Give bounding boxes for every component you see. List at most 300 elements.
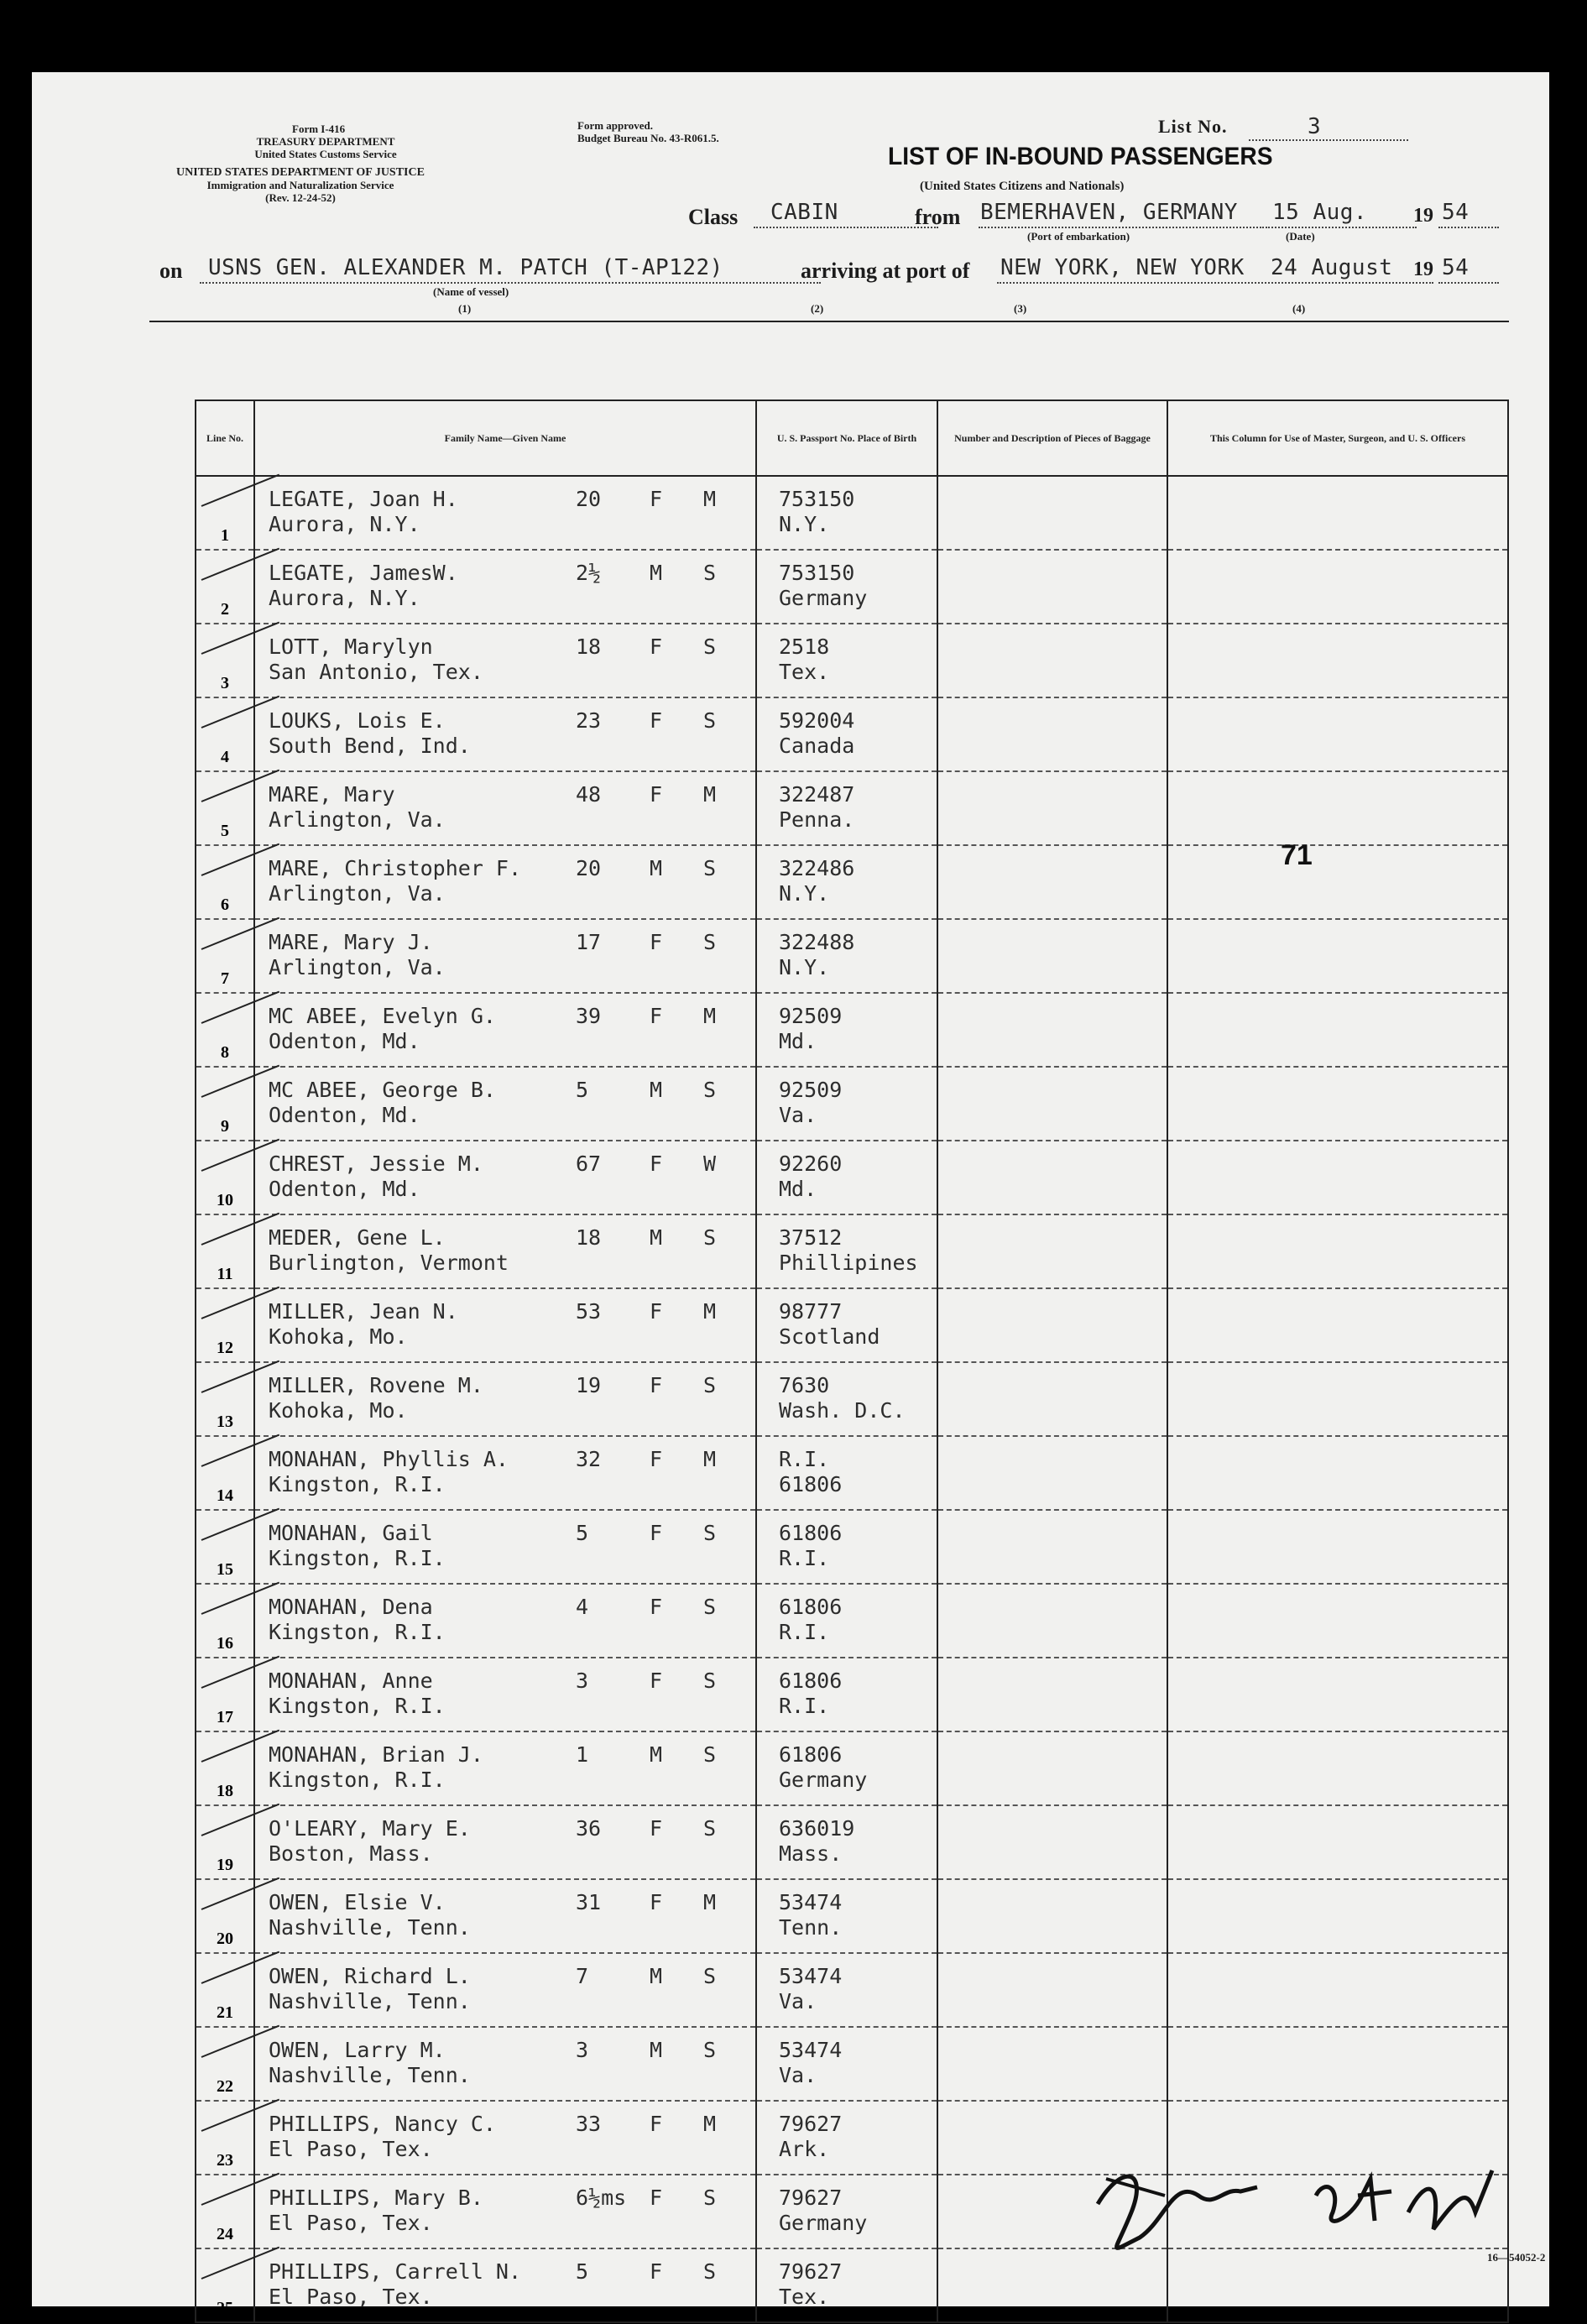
place-of-birth: Germany <box>779 586 868 610</box>
passenger-marital-status: W <box>703 1152 717 1176</box>
header-line-no: Line No. <box>196 400 254 476</box>
line-number-cell <box>196 1879 254 1953</box>
name-cell <box>254 550 756 624</box>
table-row <box>196 1067 1508 1141</box>
passenger-sex: M <box>650 856 663 880</box>
column-number-2: (2) <box>811 302 824 315</box>
line-number: 2 <box>221 600 229 619</box>
line-number: 5 <box>221 822 229 840</box>
passenger-marital-status: S <box>703 856 717 880</box>
place-of-birth: Va. <box>779 1989 817 2013</box>
date-line <box>1266 227 1417 228</box>
line-number: 8 <box>221 1043 229 1062</box>
form-number: Form I-416 <box>292 123 346 135</box>
passenger-sex: F <box>650 487 663 511</box>
place-of-birth: N.Y. <box>779 955 830 979</box>
passport-number: 79627 <box>779 2259 843 2284</box>
name-cell <box>254 1805 756 1879</box>
passenger-age: 5 <box>576 2259 589 2284</box>
passenger-age: 36 <box>576 1816 602 1841</box>
year-suffix: 54 <box>1442 200 1470 225</box>
passport-cell <box>756 2175 937 2248</box>
port-line <box>997 282 1433 284</box>
line-number-cell <box>196 2248 254 2322</box>
officer-use-cell <box>1167 550 1508 624</box>
table-row <box>196 1584 1508 1658</box>
baggage-cell <box>937 1067 1167 1141</box>
from-label: from <box>915 205 961 229</box>
passenger-residence: El Paso, Tex. <box>269 2137 433 2161</box>
passport-cell <box>756 1288 937 1362</box>
vessel-caption: (Name of vessel) <box>433 285 509 298</box>
passenger-table <box>195 400 1509 2323</box>
passenger-marital-status: S <box>703 2038 717 2062</box>
arrival-date: 24 August <box>1271 255 1393 280</box>
year-line <box>1438 227 1499 228</box>
passport-number: 61806 <box>779 1742 843 1767</box>
passport-number: 322488 <box>779 930 855 954</box>
passenger-residence: Kingston, R.I. <box>269 1472 446 1496</box>
line-number-cell <box>196 1658 254 1731</box>
place-of-birth: Canada <box>779 734 855 758</box>
passenger-sex: F <box>650 1521 663 1545</box>
line-number: 6 <box>221 896 229 914</box>
passport-number: 98777 <box>779 1299 843 1324</box>
passenger-marital-status: S <box>703 1742 717 1767</box>
officer-use-cell <box>1167 1731 1508 1805</box>
passport-cell <box>756 1805 937 1879</box>
name-cell <box>254 1879 756 1953</box>
column-number-1: (1) <box>458 302 472 315</box>
passenger-residence: Kingston, R.I. <box>269 1694 446 1718</box>
passenger-name: OWEN, Richard L. <box>269 1964 471 1988</box>
line-number-cell <box>196 476 254 550</box>
passenger-marital-status: S <box>703 2186 717 2210</box>
passenger-sex: M <box>650 561 663 585</box>
line-number-cell <box>196 1510 254 1584</box>
passport-number: 7630 <box>779 1373 830 1397</box>
line-number-cell <box>196 2101 254 2175</box>
name-cell <box>254 1510 756 1584</box>
line-number: 9 <box>221 1117 229 1136</box>
line-number: 13 <box>217 1413 233 1431</box>
line-number: 20 <box>217 1930 233 1948</box>
passport-number: 92509 <box>779 1078 843 1102</box>
passenger-name: MONAHAN, Anne <box>269 1669 433 1693</box>
passenger-name: PHILLIPS, Carrell N. <box>269 2259 522 2284</box>
place-of-birth: Tenn. <box>779 1915 843 1940</box>
table-row <box>196 1510 1508 1584</box>
line-number-cell <box>196 2027 254 2101</box>
justice-block <box>158 166 443 204</box>
passport-cell <box>756 1658 937 1731</box>
line-number: 18 <box>217 1782 233 1800</box>
table-row <box>196 771 1508 845</box>
passenger-marital-status: M <box>703 1299 717 1324</box>
table-row <box>196 919 1508 993</box>
passport-number: 636019 <box>779 1816 855 1841</box>
name-cell <box>254 2248 756 2322</box>
place-of-birth: N.Y. <box>779 881 830 906</box>
passport-cell <box>756 771 937 845</box>
line-number-cell <box>196 993 254 1067</box>
passport-cell <box>756 476 937 550</box>
passport-cell <box>756 993 937 1067</box>
officer-signature <box>1073 2145 1509 2263</box>
passenger-rows <box>196 476 1508 2322</box>
year-prefix: 19 <box>1413 205 1433 227</box>
passenger-age: 67 <box>576 1152 602 1176</box>
officer-use-cell <box>1167 476 1508 550</box>
line-number-cell <box>196 1288 254 1362</box>
passenger-residence: Aurora, N.Y. <box>269 512 420 536</box>
arrival-year-prefix: 19 <box>1413 259 1433 280</box>
passenger-age: 3 <box>576 2038 589 2062</box>
line-number-cell <box>196 771 254 845</box>
name-cell <box>254 1436 756 1510</box>
name-cell <box>254 1362 756 1436</box>
passenger-age: 17 <box>576 930 602 954</box>
line-number: 1 <box>221 526 229 545</box>
passport-number: 592004 <box>779 708 855 733</box>
place-of-birth: R.I. <box>779 1694 830 1718</box>
table-row <box>196 1658 1508 1731</box>
baggage-cell <box>937 1214 1167 1288</box>
passenger-age: 20 <box>576 487 602 511</box>
class-value: CABIN <box>770 200 838 225</box>
passport-number: 2518 <box>779 635 830 659</box>
name-cell <box>254 1731 756 1805</box>
list-no-value: 3 <box>1308 114 1322 139</box>
header-name: Family Name—Given Name <box>254 400 756 476</box>
passenger-sex: F <box>650 782 663 807</box>
passenger-age: 32 <box>576 1447 602 1471</box>
table-row <box>196 1731 1508 1805</box>
header-passport: U. S. Passport No. Place of Birth <box>756 400 937 476</box>
table-row <box>196 697 1508 771</box>
line-number-cell <box>196 697 254 771</box>
passenger-residence: Burlington, Vermont <box>269 1251 509 1275</box>
passenger-age: 33 <box>576 2112 602 2136</box>
form-approved: Form approved. <box>577 119 654 132</box>
passenger-marital-status: S <box>703 561 717 585</box>
baggage-cell <box>937 993 1167 1067</box>
passenger-age: 18 <box>576 635 602 659</box>
passport-number: 322487 <box>779 782 855 807</box>
line-number-cell <box>196 1584 254 1658</box>
name-cell <box>254 1953 756 2027</box>
table-row <box>196 1953 1508 2027</box>
officer-use-cell <box>1167 1510 1508 1584</box>
officer-use-cell <box>1167 1584 1508 1658</box>
passenger-residence: Boston, Mass. <box>269 1841 433 1866</box>
place-of-birth: Md. <box>779 1029 817 1053</box>
passenger-age: 31 <box>576 1890 602 1914</box>
column-number-3: (3) <box>1014 302 1027 315</box>
passenger-residence: Kingston, R.I. <box>269 1546 446 1570</box>
baggage-cell <box>937 1510 1167 1584</box>
baggage-cell <box>937 2027 1167 2101</box>
date-value: 15 Aug. <box>1272 200 1368 225</box>
passenger-age: 53 <box>576 1299 602 1324</box>
name-cell <box>254 697 756 771</box>
table-row <box>196 550 1508 624</box>
baggage-cell <box>937 1288 1167 1362</box>
passenger-sex: M <box>650 1225 663 1250</box>
line-number: 12 <box>217 1339 233 1357</box>
name-cell <box>254 1141 756 1214</box>
passport-cell <box>756 2101 937 2175</box>
name-cell <box>254 1214 756 1288</box>
officer-use-cell <box>1167 1953 1508 2027</box>
date-caption: (Date) <box>1286 230 1315 243</box>
baggage-cell <box>937 1362 1167 1436</box>
place-of-birth: Phillipines <box>779 1251 918 1275</box>
passenger-residence: Nashville, Tenn. <box>269 1915 471 1940</box>
passenger-marital-status: M <box>703 2112 717 2136</box>
line-number: 22 <box>217 2077 233 2096</box>
baggage-cell <box>937 1584 1167 1658</box>
passport-cell <box>756 697 937 771</box>
line-number-cell <box>196 1436 254 1510</box>
place-of-birth: Va. <box>779 2063 817 2087</box>
passport-number: 92509 <box>779 1004 843 1028</box>
passenger-sex: F <box>650 708 663 733</box>
officer-use-cell <box>1167 1879 1508 1953</box>
passport-cell <box>756 2248 937 2322</box>
passenger-name: PHILLIPS, Mary B. <box>269 2186 483 2210</box>
passenger-residence: San Antonio, Tex. <box>269 660 483 684</box>
passenger-residence: Aurora, N.Y. <box>269 586 420 610</box>
passenger-age: 6½ms <box>576 2186 627 2210</box>
baggage-cell <box>937 550 1167 624</box>
line-number-cell <box>196 550 254 624</box>
passenger-name: MONAHAN, Gail <box>269 1521 433 1545</box>
line-number-cell <box>196 2175 254 2248</box>
passport-cell <box>756 2027 937 2101</box>
class-line <box>754 227 938 228</box>
place-of-birth: Wash. D.C. <box>779 1398 906 1423</box>
passenger-residence: Odenton, Md. <box>269 1103 420 1127</box>
table-row <box>196 1805 1508 1879</box>
passport-number: 92260 <box>779 1152 843 1176</box>
place-of-birth: Tex. <box>779 2285 830 2309</box>
passport-number: 61806 <box>779 1521 843 1545</box>
line-number-cell <box>196 845 254 919</box>
line-number: 10 <box>217 1191 233 1209</box>
vessel-name: USNS GEN. ALEXANDER M. PATCH (T-AP122) <box>208 255 723 280</box>
place-of-birth: Ark. <box>779 2137 830 2161</box>
passport-cell <box>756 1879 937 1953</box>
passport-cell <box>756 1731 937 1805</box>
line-number-cell <box>196 1141 254 1214</box>
header-officers: This Column for Use of Master, Surgeon, and U. S. Officers <box>1167 400 1508 476</box>
passenger-marital-status: M <box>703 1004 717 1028</box>
list-no-label: List No. <box>1158 116 1228 137</box>
line-number: 11 <box>217 1265 233 1283</box>
passenger-age: 5 <box>576 1078 589 1102</box>
passenger-marital-status: M <box>703 1447 717 1471</box>
passenger-name: LEGATE, JamesW. <box>269 561 458 585</box>
vessel-line <box>200 282 821 284</box>
passenger-sex: M <box>650 1742 663 1767</box>
line-number-cell <box>196 624 254 697</box>
passenger-marital-status: S <box>703 1225 717 1250</box>
passenger-marital-status: S <box>703 635 717 659</box>
passenger-marital-status: S <box>703 1595 717 1619</box>
passenger-marital-status: S <box>703 1816 717 1841</box>
passenger-marital-status: S <box>703 1521 717 1545</box>
revision: (Rev. 12-24-52) <box>265 191 336 204</box>
passport-cell <box>756 1141 937 1214</box>
from-line <box>979 227 1264 228</box>
baggage-cell <box>937 1805 1167 1879</box>
passenger-marital-status: S <box>703 1669 717 1693</box>
line-number: 19 <box>217 1856 233 1874</box>
passenger-residence: El Paso, Tex. <box>269 2285 433 2309</box>
name-cell <box>254 845 756 919</box>
officer-use-cell <box>1167 1658 1508 1731</box>
place-of-birth: Germany <box>779 1768 868 1792</box>
table-row <box>196 2027 1508 2101</box>
passenger-sex: F <box>650 635 663 659</box>
officer-use-cell <box>1167 1288 1508 1362</box>
budget-block <box>577 119 719 144</box>
passport-number: 322486 <box>779 856 855 880</box>
passenger-marital-status: M <box>703 1890 717 1914</box>
place-of-birth: Mass. <box>779 1841 843 1866</box>
passport-cell <box>756 1214 937 1288</box>
place-of-birth: Md. <box>779 1177 817 1201</box>
passenger-age: 5 <box>576 1521 589 1545</box>
passenger-marital-status: S <box>703 708 717 733</box>
line-number-cell <box>196 1214 254 1288</box>
passenger-sex: F <box>650 1299 663 1324</box>
passport-number: 53474 <box>779 1964 843 1988</box>
passenger-sex: F <box>650 1890 663 1914</box>
name-cell <box>254 1584 756 1658</box>
officer-use-cell <box>1167 624 1508 697</box>
column-number-4: (4) <box>1292 302 1306 315</box>
budget-bureau: Budget Bureau No. 43-R061.5. <box>577 132 719 144</box>
passport-number: 61806 <box>779 1669 843 1693</box>
baggage-cell <box>937 697 1167 771</box>
baggage-cell <box>937 1436 1167 1510</box>
line-number: 21 <box>217 2003 233 2022</box>
baggage-cell <box>937 476 1167 550</box>
line-number: 7 <box>221 969 229 988</box>
place-of-birth: Va. <box>779 1103 817 1127</box>
passenger-residence: El Paso, Tex. <box>269 2211 433 2235</box>
justice-dept: UNITED STATES DEPARTMENT OF JUSTICE <box>176 166 425 179</box>
baggage-cell <box>937 771 1167 845</box>
line-number-cell <box>196 1067 254 1141</box>
passenger-marital-status: S <box>703 1373 717 1397</box>
passenger-age: 19 <box>576 1373 602 1397</box>
line-number: 25 <box>217 2299 233 2317</box>
passenger-residence: Odenton, Md. <box>269 1029 420 1053</box>
passenger-sex: F <box>650 2112 663 2136</box>
passenger-name: MARE, Mary J. <box>269 930 433 954</box>
name-cell <box>254 624 756 697</box>
line-number: 23 <box>217 2151 233 2170</box>
line-number: 15 <box>217 1560 233 1579</box>
passenger-age: 3 <box>576 1669 589 1693</box>
treasury-dept: TREASURY DEPARTMENT <box>256 135 395 148</box>
header-baggage: Number and Description of Pieces of Baggage <box>937 400 1167 476</box>
passport-number: 53474 <box>779 1890 843 1914</box>
customs-service: United States Customs Service <box>254 148 397 160</box>
passenger-name: OWEN, Larry M. <box>269 2038 446 2062</box>
line-number: 14 <box>217 1486 233 1505</box>
passenger-manifest-page <box>32 72 1549 2317</box>
passport-cell <box>756 1953 937 2027</box>
passenger-age: 7 <box>576 1964 589 1988</box>
table-row <box>196 1141 1508 1214</box>
passenger-sex: F <box>650 1447 663 1471</box>
place-of-birth: Germany <box>779 2211 868 2235</box>
passenger-age: 1 <box>576 1742 589 1767</box>
officer-use-cell <box>1167 771 1508 845</box>
line-number-cell <box>196 1731 254 1805</box>
name-cell <box>254 2175 756 2248</box>
passenger-residence: South Bend, Ind. <box>269 734 471 758</box>
name-cell <box>254 771 756 845</box>
officer-use-cell <box>1167 1067 1508 1141</box>
passenger-sex: F <box>650 1669 663 1693</box>
passenger-name: MILLER, Rovene M. <box>269 1373 483 1397</box>
arrival-port: NEW YORK, NEW YORK <box>1000 255 1245 280</box>
table-row <box>196 1362 1508 1436</box>
line-number-cell <box>196 1805 254 1879</box>
list-no-line <box>1249 139 1408 141</box>
table-row <box>196 1288 1508 1362</box>
passenger-age: 18 <box>576 1225 602 1250</box>
passenger-marital-status: M <box>703 782 717 807</box>
officer-stamp-number: 71 <box>1281 839 1313 871</box>
place-of-birth: Scotland <box>779 1324 880 1349</box>
baggage-cell <box>937 1953 1167 2027</box>
passenger-sex: F <box>650 1373 663 1397</box>
passenger-name: MONAHAN, Phyllis A. <box>269 1447 509 1471</box>
passenger-residence: Kingston, R.I. <box>269 1768 446 1792</box>
officer-use-cell <box>1167 1805 1508 1879</box>
passenger-name: OWEN, Elsie V. <box>269 1890 446 1914</box>
passenger-residence: Arlington, Va. <box>269 807 446 832</box>
list-title: LIST OF IN-BOUND PASSENGERS <box>888 143 1273 170</box>
passenger-name: LOUKS, Lois E. <box>269 708 446 733</box>
passenger-name: MILLER, Jean N. <box>269 1299 458 1324</box>
table-row <box>196 624 1508 697</box>
passenger-age: 48 <box>576 782 602 807</box>
passport-number: 53474 <box>779 2038 843 2062</box>
officer-use-cell <box>1167 697 1508 771</box>
table-row <box>196 1436 1508 1510</box>
name-cell <box>254 476 756 550</box>
officer-use-cell <box>1167 1362 1508 1436</box>
line-number-cell <box>196 919 254 993</box>
passenger-sex: F <box>650 1816 663 1841</box>
passenger-sex: F <box>650 1004 663 1028</box>
officer-use-cell <box>1167 1141 1508 1214</box>
officer-use-cell <box>1167 2027 1508 2101</box>
name-cell <box>254 993 756 1067</box>
passport-cell <box>756 550 937 624</box>
line-number-cell <box>196 1953 254 2027</box>
passport-cell <box>756 624 937 697</box>
footer-code: 16—54052-2 <box>1487 2251 1546 2264</box>
passport-cell <box>756 1362 937 1436</box>
